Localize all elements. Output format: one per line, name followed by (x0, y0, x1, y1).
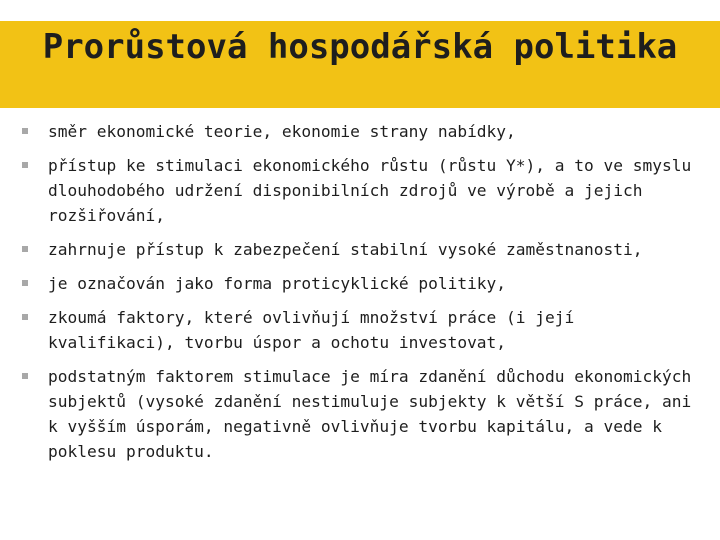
bullet-text: směr ekonomické teorie, ekonomie strany nabídky, (48, 122, 516, 141)
bullet-list (22, 119, 702, 473)
square-bullet-icon (22, 314, 28, 320)
bullet-item (22, 237, 702, 262)
bullet-item (22, 119, 702, 144)
square-bullet-icon (22, 280, 28, 286)
bullet-text: zahrnuje přístup k zabezpečení stabilní vysoké zaměstnanosti, (48, 240, 643, 259)
bullet-text: zkoumá faktory, které ovlivňují množství práce (i její kvalifikaci), tvorbu úspor a ochotu investovat, (48, 308, 575, 352)
square-bullet-icon (22, 246, 28, 252)
square-bullet-icon (22, 162, 28, 168)
bullet-item (22, 271, 702, 296)
bullet-text: je označován jako forma proticyklické politiky, (48, 274, 507, 293)
bullet-text: podstatným faktorem stimulace je míra zdanění důchodu ekonomických subjektů (vysoké zdanění nestimuluje subjekty k větší S práce, ani k vyšším úsporám, negativně ovlivňuje tvorbu kapitálu, a vede k poklesu produktu. (48, 367, 692, 461)
bullet-item (22, 364, 702, 464)
slide-title: Prorůstová hospodářská politika (42, 27, 678, 67)
bullet-text: přístup ke stimulaci ekonomického růstu (růstu Y*), a to ve smyslu dlouhodobého udržení disponibilních zdrojů ve výrobě a jejich rozšiřování, (48, 156, 692, 225)
square-bullet-icon (22, 128, 28, 134)
square-bullet-icon (22, 373, 28, 379)
bullet-item (22, 153, 702, 228)
bullet-item (22, 305, 702, 355)
